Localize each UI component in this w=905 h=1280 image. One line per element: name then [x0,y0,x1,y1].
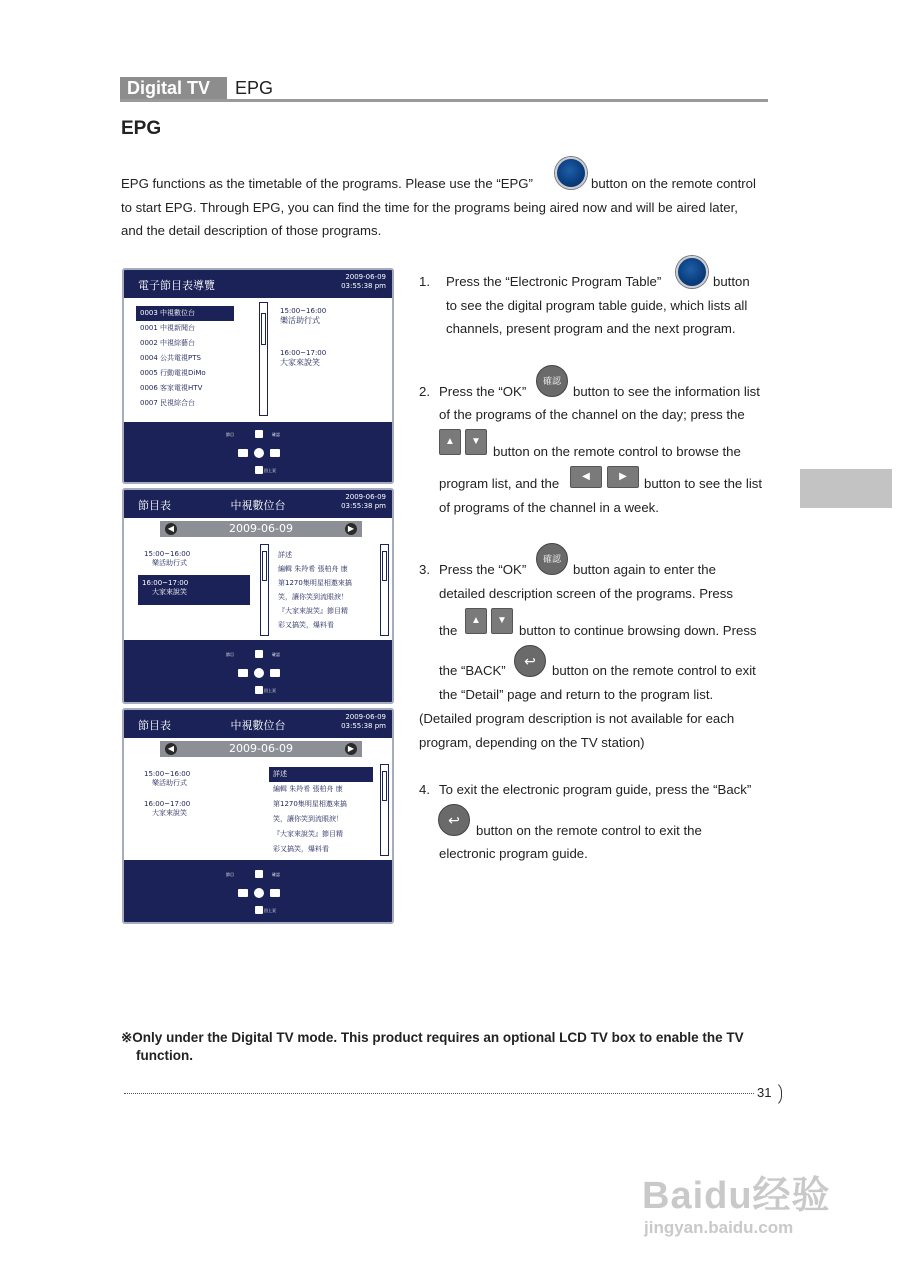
program-info [276,306,326,368]
step3-line3b: button to continue browsing down. Press [519,623,757,638]
step3-line5: the “Detail” page and return to the program list. [439,687,714,702]
screen-channel: 中視數位台 [230,499,286,512]
remote-pad-diagram: 節目 確認 回上頁 [226,652,280,693]
page-number: 31 [757,1085,772,1100]
header-section: EPG [235,78,274,98]
epg-button-icon [555,157,587,189]
screen-datetime: 2009-06-09 03:55:38 pm [341,493,386,510]
down-button-icon: ▼ [465,429,487,455]
ok-button-icon: 確認 [536,365,568,397]
selected-program: 16:00~17:00 大家來說笑 [138,575,250,605]
step1-text-b: button [713,274,750,289]
back-button-icon: ↩ [514,645,546,677]
screen-datetime: 2009-06-09 03:55:38 pm [341,273,386,290]
intro-text-a: EPG functions as the timetable of the programs. Please use the “EPG” [121,176,533,191]
step4-text-c: electronic program guide. [439,846,588,861]
header-tab: Digital TV [120,77,227,100]
screen-epg-guide [122,268,394,484]
prog-time: 16:00~17:00 [280,349,327,357]
step3-line4b: button on the remote control to exit [552,663,756,678]
screen-datetime: 2009-06-09 03:55:38 pm [341,713,386,730]
footnote-line2: function. [136,1048,193,1063]
watermark-brand: Baidu经验 [642,1175,831,1217]
remote-pad-diagram: 節目 確認 回上頁 [226,872,280,913]
prog-time: 15:00~16:00 [280,307,327,315]
program-list: 15:00~16:00 樂活助行式 16:00~17:00 大家來說笑 [144,770,191,817]
step2-num: 2. [419,384,430,399]
step2-text: Press the “OK” [439,384,527,399]
left-button-icon: ◀ [570,466,602,488]
screen-channel: 中視數位台 [230,719,286,732]
intro-line2: to start EPG. Through EPG, you can find the time for the programs being aired now and will be aired later, [121,200,738,215]
step2-text-b: button to see the information list [573,384,760,399]
intro-line1 [121,172,533,195]
step2-line4b: button to see the list [644,476,763,491]
prog-name: 樂活助行式 [152,559,187,567]
up-button-icon: ▲ [439,429,461,455]
program-detail: 詳述 編輯 朱羚希 張柏舟 康 第1270集明星相邀來搞 笑，讓你笑到流眼淚！ 『大家來說笑』節目精 彩又搞笑，爆料看 [278,551,352,629]
scrollbar [380,764,389,856]
screen-title: 節目表 [138,499,171,512]
chevron-right-icon: ▶ [345,743,357,755]
side-chapter-tab [800,469,892,508]
down-button-icon: ▼ [491,608,513,634]
right-button-icon: ▶ [607,466,639,488]
page-number-bracket [771,1081,782,1107]
date-text: 2009-06-09 [229,522,293,535]
list-item: 0006 客家電視HTV [140,384,203,392]
list-item: 0001 中視新聞台 [140,324,196,332]
step4-text: To exit the electronic program guide, press the “Back” [439,782,752,797]
channel-list [136,306,234,411]
step1-line2: to see the digital program table guide, which lists all [446,298,748,313]
footer-dotted-rule [124,1093,754,1095]
ok-button-icon: 確認 [536,543,568,575]
step3-line4a: the “BACK” [439,663,506,678]
intro-line1b: button on the remote control [591,176,756,191]
footnote-line1: ※Only under the Digital TV mode. This product requires an optional LCD TV box to enable the TV [121,1030,744,1045]
remote-pad-diagram: 節目 確認 回上頁 [226,432,280,473]
epg-button-icon [676,256,708,288]
step2-line3: button on the remote control to browse the [493,444,741,459]
step1-text: Press the “Electronic Program Table” [446,274,662,289]
list-item: 0007 民視綜合台 [140,399,196,407]
prog-name: 樂活助行式 [280,316,320,325]
prog-time: 15:00~16:00 [144,550,191,558]
screen-title: 電子節目表導覽 [138,279,215,292]
header-rule [120,99,768,102]
program-list [140,550,190,568]
scrollbar [260,544,269,636]
step3-text-b: button again to enter the [573,562,716,577]
step3-line3a: the [439,623,458,638]
step3-line2: detailed description screen of the programs. Press [439,586,733,601]
step2-line4: program list, and the [439,476,560,491]
step3-line6: (Detailed program description is not available for each [419,711,735,726]
step1-num: 1. [419,274,430,289]
list-item: 0005 行動電視DiMo [140,369,206,377]
up-button-icon: ▲ [465,608,487,634]
step1-line3: channels, present program and the next program. [446,321,736,336]
footnote [121,1029,771,1065]
chevron-left-icon: ◀ [165,523,177,535]
date-bar [160,521,362,537]
screen-program-list [122,488,394,704]
step4-num: 4. [419,782,430,797]
step4-text-b: button on the remote control to exit the [476,823,702,838]
back-button-icon: ↩ [438,804,470,836]
date-text: 2009-06-09 [229,742,293,755]
step3-num: 3. [419,562,430,577]
scrollbar [380,544,389,636]
program-detail: 詳述 編輯 朱羚希 張柏舟 康 第1270集明星相邀來搞 笑，讓你笑到流眼淚！ 『大家來說笑』節目精 彩又搞笑，爆料看 [269,767,373,857]
list-item: 0003 中視數位台 [136,306,234,321]
step3-line7: program, depending on the TV station) [419,735,645,750]
step2-line5: of programs of the channel in a week. [439,500,659,515]
list-item: 0004 公共電視PTS [140,354,201,362]
scrollbar [259,302,268,416]
screen-title: 節目表 [138,719,171,732]
date-bar [160,741,362,757]
list-item: 0002 中視綜藝台 [140,339,196,347]
watermark [642,1140,852,1250]
prog-name: 大家來說笑 [280,358,320,367]
screen-program-detail [122,708,394,924]
step3-text: Press the “OK” [439,562,527,577]
chevron-right-icon: ▶ [345,523,357,535]
page-title: EPG [121,118,162,139]
chevron-left-icon: ◀ [165,743,177,755]
intro-line3: and the detail description of those programs. [121,223,382,238]
watermark-url: jingyan.baidu.com [644,1218,794,1237]
step2-line2: of the programs of the channel on the day; press the [439,407,745,422]
